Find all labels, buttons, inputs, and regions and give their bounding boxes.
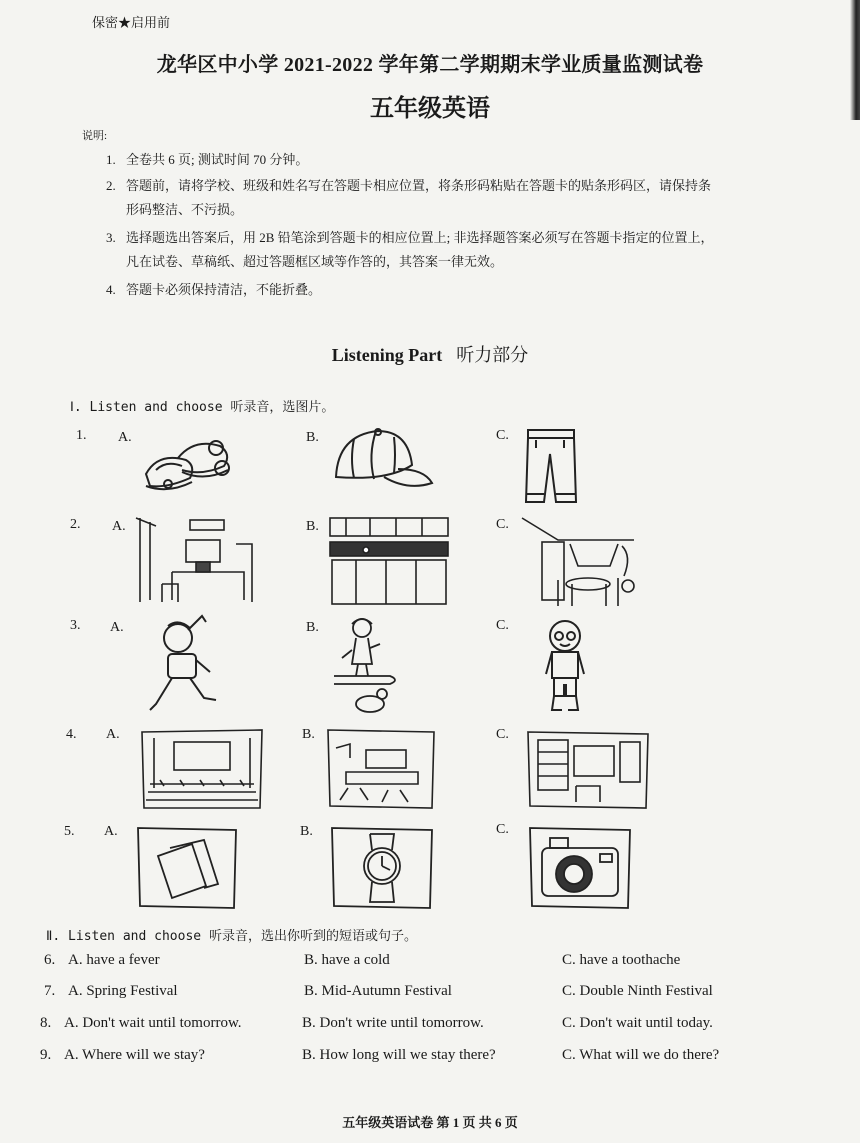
part1-heading-en: Ⅰ. Listen and choose	[70, 400, 223, 415]
option-letter: B.	[302, 727, 315, 742]
part2-heading	[46, 925, 417, 944]
note-number: 2.	[106, 178, 116, 193]
option-letter: C.	[496, 822, 509, 837]
option-c[interactable]: C. Double Ninth Festival	[562, 983, 713, 999]
option-letter: C.	[496, 727, 509, 742]
papers-icon[interactable]	[136, 826, 238, 910]
study-room-icon[interactable]	[132, 514, 258, 604]
exam-subtitle: 五年级英语	[370, 96, 490, 122]
section-title	[0, 341, 860, 367]
note-item	[106, 278, 786, 302]
option-letter: C.	[496, 428, 509, 443]
option-b[interactable]: B. have a cold	[304, 952, 390, 968]
toy-factory-icon[interactable]	[326, 728, 436, 810]
question-number: 5.	[64, 824, 75, 839]
section-title-en: Listening Part	[331, 345, 443, 365]
boy-standing-icon[interactable]	[538, 614, 592, 714]
part2-heading-en: Ⅱ. Listen and choose	[46, 929, 202, 944]
note-text: 凡在试卷、草稿纸、超过答题框区域等作答的，其答案一律无效。	[126, 254, 504, 269]
option-letter: C.	[496, 618, 509, 633]
question-number: 6.	[44, 952, 56, 968]
option-letter: A.	[106, 727, 120, 742]
option-a[interactable]: A. Don't wait until tomorrow.	[64, 1015, 242, 1031]
option-letter: B.	[306, 519, 319, 534]
note-text: 答题前，请将学校、班级和姓名写在答题卡相应位置，将条形码粘贴在答题卡的贴条形码区，请保持条	[126, 178, 712, 193]
question-row	[38, 952, 828, 976]
watch-icon[interactable]	[330, 826, 434, 910]
note-item	[106, 148, 786, 172]
note-item	[106, 174, 786, 222]
girl-with-ducks-icon[interactable]	[330, 614, 406, 716]
boy-exercising-icon[interactable]	[146, 614, 222, 716]
option-b[interactable]: B. Don't write until tomorrow.	[302, 1015, 484, 1031]
question-number: 1.	[76, 428, 87, 443]
question-row	[38, 983, 828, 1007]
question-row	[38, 1047, 828, 1071]
note-text: 答题卡必须保持清洁，不能折叠。	[126, 282, 322, 297]
note-text: 选择题选出答案后，用 2B 铅笔涂到答题卡的相应位置上; 非选择题答案必须写在答题卡指定的位置上，	[126, 230, 714, 245]
note-text: 全卷共 6 页; 测试时间 70 分钟。	[126, 152, 309, 167]
option-c[interactable]: C. have a toothache	[562, 952, 681, 968]
note-number: 3.	[106, 230, 116, 245]
exam-title: 龙华区中小学 2021-2022 学年第二学期期末学业质量监测试卷	[156, 54, 704, 76]
option-letter: C.	[496, 517, 509, 532]
cap-icon[interactable]	[328, 425, 436, 497]
option-a[interactable]: A. Spring Festival	[68, 983, 178, 999]
option-letter: B.	[300, 824, 313, 839]
option-letter: B.	[306, 430, 319, 445]
part2-heading-cn: 听录音，选出你听到的短语或句子。	[208, 929, 417, 944]
page-footer: 五年级英语试卷 第 1 页 共 6 页	[342, 1115, 518, 1130]
shop-icon[interactable]	[526, 730, 650, 810]
note-item	[106, 226, 786, 274]
option-letter: A.	[104, 824, 118, 839]
trousers-icon[interactable]	[520, 428, 580, 508]
note-number: 4.	[106, 282, 116, 297]
part1-heading-cn: 听录音，选图片。	[230, 400, 335, 415]
option-letter: B.	[306, 620, 319, 635]
option-b[interactable]: B. How long will we stay there?	[302, 1047, 496, 1063]
sandals-icon[interactable]	[138, 430, 238, 500]
option-b[interactable]: B. Mid-Autumn Festival	[304, 983, 452, 999]
option-letter: A.	[110, 620, 124, 635]
camera-icon[interactable]	[528, 826, 632, 910]
option-letter: A.	[118, 430, 132, 445]
question-number: 2.	[70, 517, 81, 532]
option-a[interactable]: A. have a fever	[68, 952, 160, 968]
dining-room-icon[interactable]	[518, 516, 638, 608]
cinema-icon[interactable]	[140, 728, 264, 810]
option-c[interactable]: C. What will we do there?	[562, 1047, 720, 1063]
question-number: 7.	[44, 983, 56, 999]
option-letter: A.	[112, 519, 126, 534]
kitchen-icon[interactable]	[326, 514, 452, 606]
part1-heading	[70, 396, 334, 415]
question-number: 8.	[40, 1015, 52, 1031]
option-c[interactable]: C. Don't wait until today.	[562, 1015, 713, 1031]
confidential-mark: 保密★启用前	[92, 15, 171, 30]
section-title-cn: 听力部分	[456, 345, 529, 366]
note-text: 形码整洁、不污损。	[126, 202, 244, 217]
question-number: 3.	[70, 618, 81, 633]
question-number: 4.	[66, 727, 77, 742]
notes-heading: 说明:	[82, 130, 108, 142]
question-number: 9.	[40, 1047, 52, 1063]
note-number: 1.	[106, 152, 116, 167]
question-row	[38, 1015, 828, 1039]
option-a[interactable]: A. Where will we stay?	[64, 1047, 205, 1063]
